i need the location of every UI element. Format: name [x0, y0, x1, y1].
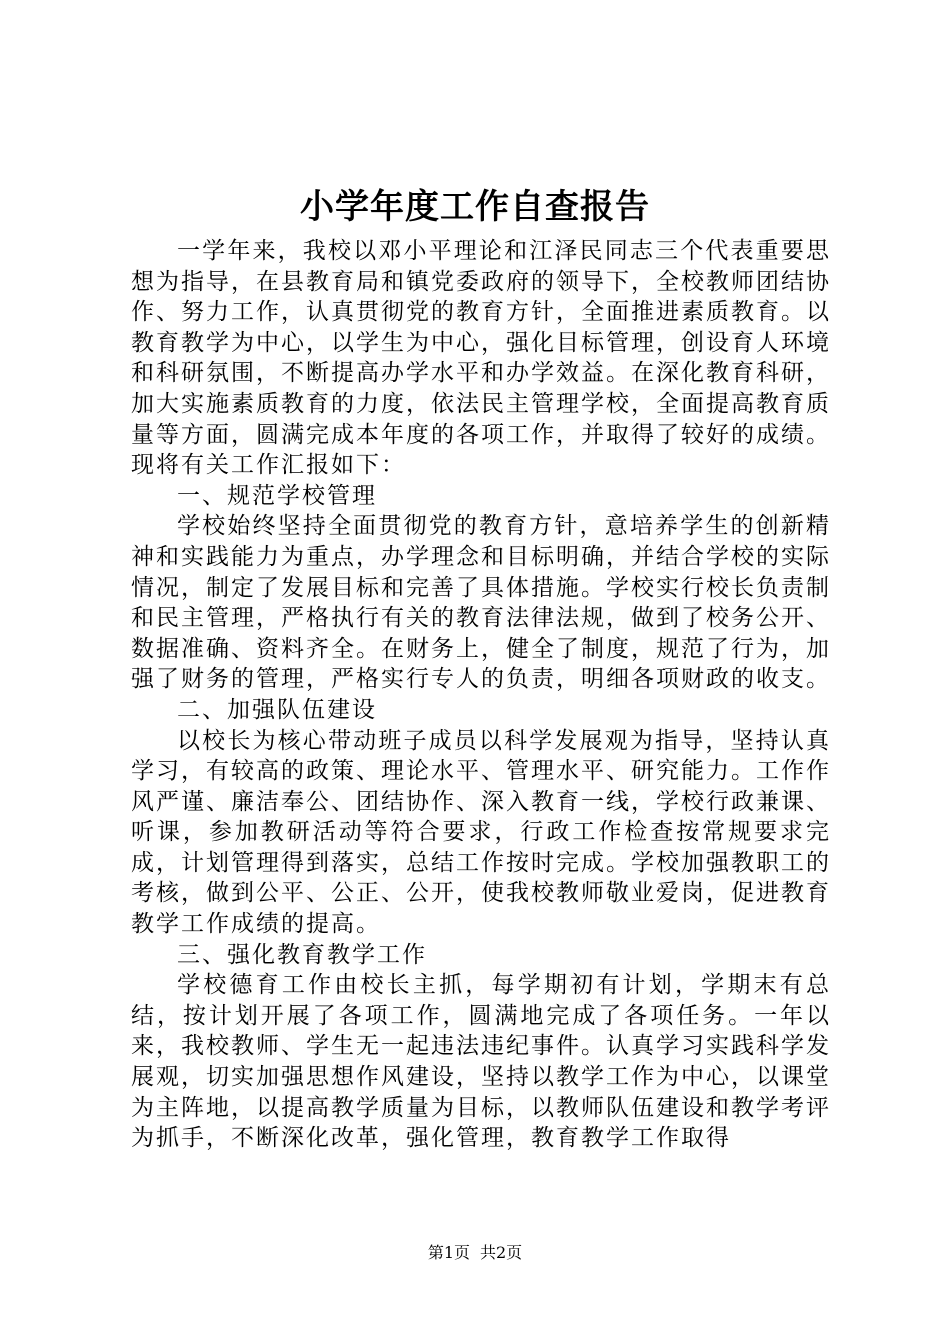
page-footer [0, 1243, 950, 1263]
section-heading-3: 三、强化教育教学工作 [177, 941, 427, 968]
page-number: 第1页 [427, 1243, 470, 1262]
page-total: 共2页 [480, 1243, 523, 1262]
document-body [131, 236, 831, 1154]
paragraph-section-3: 学校德育工作由校长主抓，每学期初有计划，学期末有总结，按计划开展了各项工作，圆满地完成了各项任务。一年以来，我校教师、学生无一起违法违纪事件。认真学习实践科学发展观，切实加强思想作风建设，坚持以教学工作为中心，以课堂为主阵地，以提高教学质量为目标，以教师队伍建设和教学考评为抓手，不断深化改革，强化管理，教育教学工作取得 [131, 972, 831, 1152]
document-title: 小学年度工作自查报告 [300, 187, 650, 227]
section-heading-2: 二、加强队伍建设 [177, 696, 377, 723]
paragraph-intro: 一学年来，我校以邓小平理论和江泽民同志三个代表重要思想为指导，在县教育局和镇党委政府的领导下，全校教师团结协作、努力工作，认真贯彻党的教育方针，全面推进素质教育。以教育教学为中心，以学生为中心，强化目标管理，创设育人环境和科研氛围，不断提高办学水平和办学效益。在深化教育科研，加大实施素质教育的力度，依法民主管理学校，全面提高教育质量等方面，圆满完成本年度的各项工作，并取得了较好的成绩。现将有关工作汇报如下： [131, 238, 831, 479]
paragraph-section-2: 以校长为核心带动班子成员以科学发展观为指导，坚持认真学习，有较高的政策、理论水平、管理水平、研究能力。工作作风严谨、廉洁奉公、团结协作、深入教育一线，学校行政兼课、听课，参加教研活动等符合要求，行政工作检查按常规要求完成，计划管理得到落实，总结工作按时完成。学校加强教职工的考核，做到公平、公正、公开，使我校教师敬业爱岗，促进教育教学工作成绩的提高。 [131, 727, 831, 938]
paragraph-section-1: 学校始终坚持全面贯彻党的教育方针，意培养学生的创新精神和实践能力为重点，办学理念和目标明确，并结合学校的实际情况，制定了发展目标和完善了具体措施。学校实行校长负责制和民主管理，严格执行有关的教育法律法规，做到了校务公开、数据准确、资料齐全。在财务上，健全了制度，规范了行为，加强了财务的管理，严格实行专人的负责，明细各项财政的收支。 [131, 513, 831, 693]
section-heading-1: 一、规范学校管理 [177, 482, 377, 509]
